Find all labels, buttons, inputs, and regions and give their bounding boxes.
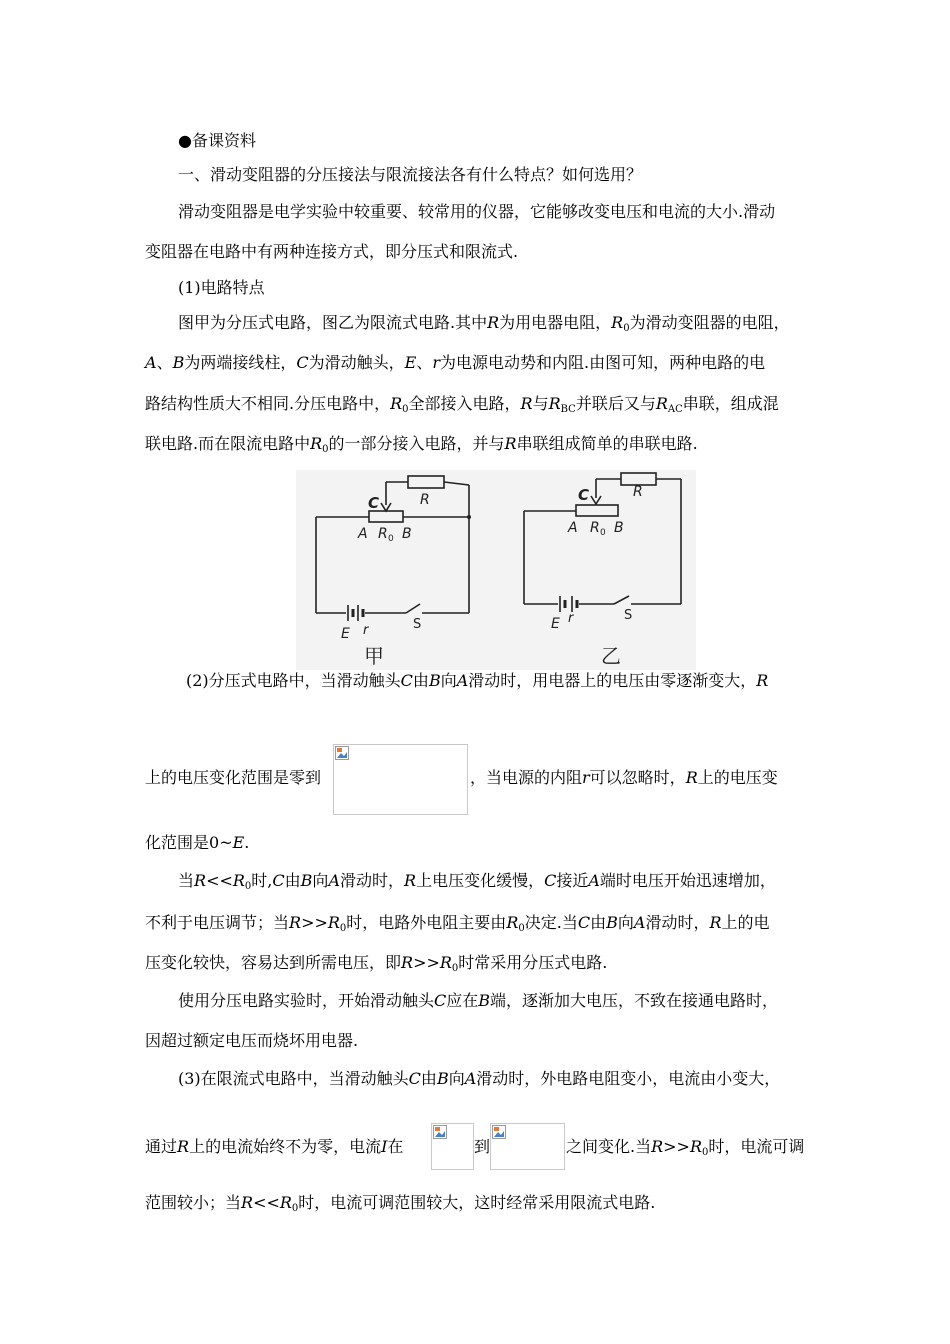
subscript: 0	[451, 963, 459, 974]
var: R	[685, 768, 698, 787]
text: 滑动时，外电路电阻变小，电流由小变大，	[476, 1069, 781, 1088]
var: R	[232, 871, 245, 890]
var: R	[310, 434, 323, 453]
intro-text-2: 变阻器在电路中有两种连接方式，即分压式和限流式.	[145, 242, 519, 261]
var: R	[327, 913, 340, 932]
var: I	[381, 1137, 388, 1156]
text: 的一部分接入电路，并与	[328, 434, 505, 453]
text: 为滑动变阻器的电阻，	[629, 313, 790, 332]
text: 为电源电动势和内阻.由图可知，两种电路的电	[439, 353, 766, 372]
text: 为两端接线柱，	[184, 353, 297, 372]
sec1-line-3	[145, 393, 779, 421]
var: A	[633, 913, 646, 932]
text: 图甲为分压式电路，图乙为限流式电路.其中	[178, 313, 488, 332]
text: 上的电流始终不为零，电流	[189, 1137, 382, 1156]
label-e: E	[341, 626, 350, 642]
label-r-right: R	[633, 484, 643, 500]
var: R	[709, 913, 722, 932]
text: >>	[663, 1137, 690, 1156]
var: r	[432, 353, 440, 372]
label-r0: R	[378, 526, 388, 542]
var: B	[428, 671, 441, 690]
text: 联电路.而在限流电路中	[145, 434, 311, 453]
var: C	[296, 353, 309, 372]
text: 上的电	[721, 913, 770, 932]
label-e-right: E	[551, 616, 560, 632]
subscript: 0	[291, 1203, 299, 1214]
var: R	[548, 394, 561, 413]
label-a-right: A	[568, 520, 578, 536]
var: r	[582, 768, 590, 787]
caption-jia: 甲	[364, 644, 384, 668]
sec2-line-2-end	[470, 767, 778, 789]
text: (3)在限流式电路中，当滑动触头	[178, 1069, 409, 1088]
text: 因超过额定电压而烧坏用电器.	[145, 1031, 359, 1050]
label-s-right: S	[624, 608, 633, 623]
text: 并联后又与	[575, 394, 656, 413]
caption-yi: 乙	[601, 644, 621, 668]
broken-image-icon	[433, 1125, 447, 1139]
sec2-line-1	[186, 670, 768, 692]
text: 0~	[209, 833, 233, 852]
var: B	[436, 1069, 449, 1088]
text: 通过	[145, 1137, 178, 1156]
text: 路结构性质大不相同.分压电路中，	[145, 394, 391, 413]
text: 向	[448, 1069, 465, 1088]
text: 滑动时，	[645, 913, 710, 932]
var: A	[145, 353, 157, 372]
var: C	[544, 871, 557, 890]
text: 不利于电压调节；当	[145, 913, 290, 932]
sec3-line-2-end	[566, 1136, 804, 1164]
subscript: 0	[244, 881, 252, 892]
text: 时，电路外电阻主要由	[346, 913, 507, 932]
intro-text-1: 滑动变阻器是电学实验中较重要、较常用的仪器，它能够改变电压和电流的大小.滑动	[178, 202, 776, 221]
label-r0-subscript: 0	[388, 534, 394, 544]
text: 上电压变化缓慢，	[416, 871, 545, 890]
text: 时常采用分压式电路.	[458, 953, 608, 972]
text: 、	[156, 353, 173, 372]
text: 滑动时，用电器上的电压由零逐渐变大，	[468, 671, 757, 690]
var: R	[504, 434, 517, 453]
text: 当	[178, 871, 195, 890]
var: B	[300, 871, 313, 890]
label-internal-r-right: r	[568, 611, 574, 626]
text: 可以忽略时，	[589, 768, 686, 787]
sec2-para3-line-1	[178, 990, 778, 1012]
text: 向	[440, 671, 457, 690]
text: 压变化较快，容易达到所需电压，即	[145, 953, 402, 972]
var: R	[177, 1137, 190, 1156]
sec3-line-3	[145, 1192, 655, 1220]
var: R	[390, 394, 403, 413]
text: 端时电压开始迅速增加，	[599, 871, 776, 890]
sec2-para2-line-3	[145, 952, 607, 980]
sec1-line-1	[178, 312, 790, 340]
text: <<	[206, 871, 233, 890]
subscript: 0	[702, 1147, 709, 1158]
text: 由	[420, 1069, 437, 1088]
sec2-para3-line-2	[145, 1030, 358, 1052]
label-c: C	[368, 494, 380, 512]
label-b: B	[402, 526, 412, 542]
var: C	[434, 991, 447, 1010]
broken-image-icon	[335, 746, 349, 760]
subscript: BC	[560, 404, 576, 415]
text: 全部接入电路，	[408, 394, 521, 413]
formula-image-placeholder-2	[431, 1123, 474, 1170]
var: B	[606, 913, 618, 932]
sec1-line-4	[145, 433, 698, 461]
text: 时，电流可调	[708, 1137, 805, 1156]
sec2-para2-line-2	[145, 912, 770, 940]
circuit-figure	[296, 470, 696, 670]
question-title	[178, 164, 642, 186]
sec3-line-2-start	[145, 1136, 403, 1158]
heading-text: ●备课资料	[178, 131, 256, 150]
sec3-line-2-mid	[474, 1136, 490, 1158]
sec1-line-2	[145, 352, 765, 374]
label-r0-subscript-right: 0	[600, 528, 606, 538]
text: 滑动时，	[340, 871, 405, 890]
subscript: 0	[402, 404, 409, 415]
label-s: S	[413, 617, 422, 632]
label-internal-r: r	[363, 623, 369, 638]
var: E	[404, 353, 417, 372]
subsection-title-1	[178, 277, 265, 299]
var: R	[756, 671, 769, 690]
var: R	[401, 953, 414, 972]
sec2-line-3	[145, 832, 249, 854]
text: 由	[590, 913, 607, 932]
text: 决定.当	[524, 913, 578, 932]
sec2-line-2-start	[145, 767, 321, 789]
text: 使用分压电路实验时，开始滑动触头	[178, 991, 435, 1010]
var: A	[464, 1069, 477, 1088]
label-b-right: B	[614, 520, 624, 536]
text: 与	[532, 394, 549, 413]
formula-image-placeholder-1	[333, 744, 468, 815]
var: A	[588, 871, 600, 890]
subscript: 0	[322, 444, 329, 455]
var: C	[408, 1069, 421, 1088]
var: C	[577, 913, 591, 932]
subscript: 0	[518, 923, 525, 934]
text: 串联组成简单的串联电路.	[516, 434, 698, 453]
text: 上的电压变	[697, 768, 778, 787]
text: 端，逐渐加大电压，不致在接通电路时，	[490, 991, 779, 1010]
label-r0-right: R	[590, 520, 600, 536]
text: 由	[284, 871, 301, 890]
text: <<	[253, 1193, 280, 1212]
label-c-right: C	[578, 486, 590, 504]
subscript: 0	[623, 323, 630, 334]
var: A	[456, 671, 469, 690]
var: C	[272, 871, 285, 890]
text: 串联，组成混	[682, 394, 779, 413]
text: 时,	[251, 871, 273, 890]
text: 上的电压变化范围是零到	[145, 768, 322, 787]
var: R	[611, 313, 624, 332]
text: >>	[301, 913, 328, 932]
text: >>	[413, 953, 440, 972]
var: C	[400, 671, 413, 690]
label-r: R	[420, 492, 430, 508]
text: 在	[387, 1137, 404, 1156]
var: R	[194, 871, 207, 890]
var: R	[520, 394, 533, 413]
broken-image-icon	[492, 1125, 506, 1139]
intro-line-2	[145, 241, 518, 263]
text: 为滑动触头，	[308, 353, 405, 372]
var: R	[655, 394, 668, 413]
text: 应在	[446, 991, 479, 1010]
text: 时，电流可调范围较大，这时经常采用限流式电路.	[298, 1193, 656, 1212]
var: B	[172, 353, 185, 372]
text: 为用电器电阻，	[499, 313, 612, 332]
var: R	[439, 953, 452, 972]
text: 向	[312, 871, 329, 890]
var: R	[404, 871, 417, 890]
junction-dot	[467, 515, 471, 519]
intro-line-1	[178, 201, 775, 223]
var: R	[506, 913, 519, 932]
sec3-line-1	[178, 1068, 780, 1090]
var: R	[279, 1193, 292, 1212]
text: (2)分压式电路中，当滑动触头	[186, 671, 401, 690]
var: R	[487, 313, 500, 332]
question-text: 一、滑动变阻器的分压接法与限流接法各有什么特点？如何选用？	[178, 165, 643, 184]
var: R	[651, 1137, 664, 1156]
circuit-diagrams	[296, 470, 696, 670]
label-a: A	[358, 526, 368, 542]
text: 、	[416, 353, 433, 372]
subscript: AC	[667, 404, 683, 415]
text: .	[244, 833, 250, 852]
var: R	[289, 913, 302, 932]
text: 由	[412, 671, 429, 690]
text: 接近	[556, 871, 589, 890]
sec2-para2-line-1	[178, 870, 776, 898]
formula-image-placeholder-3	[490, 1123, 565, 1170]
text: 向	[617, 913, 634, 932]
section-heading	[178, 130, 256, 152]
text: 到	[474, 1137, 491, 1156]
var: R	[689, 1137, 702, 1156]
subsection-title-text: (1)电路特点	[178, 278, 265, 297]
var: E	[232, 833, 245, 852]
var: B	[478, 991, 491, 1010]
var: A	[328, 871, 340, 890]
var: R	[241, 1193, 254, 1212]
text: 化范围是	[145, 833, 210, 852]
text: 范围较小；当	[145, 1193, 242, 1212]
text: 之间变化.当	[566, 1137, 652, 1156]
subscript: 0	[339, 923, 347, 934]
text: ，当电源的内阻	[470, 768, 583, 787]
